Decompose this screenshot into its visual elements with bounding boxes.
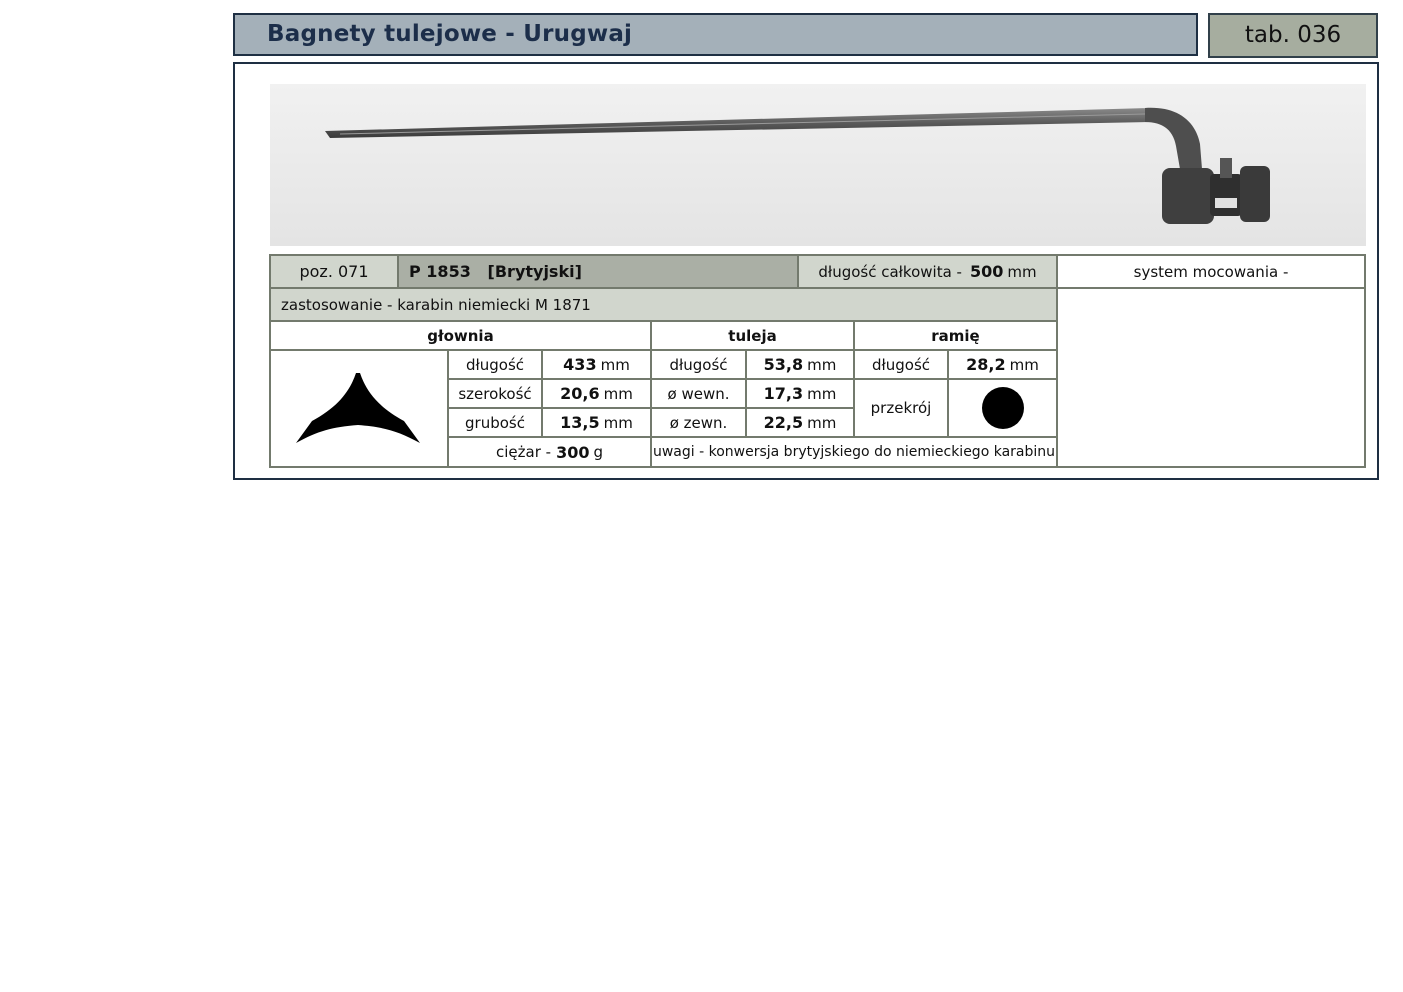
page-title: Bagnety tulejowe - Urugwaj xyxy=(267,21,633,47)
blade-length-label: długość xyxy=(447,349,543,380)
socket-outer-diameter-value: 22,5 mm xyxy=(745,407,855,438)
model-name: P 1853 [Brytyjski] xyxy=(397,254,799,289)
weight: ciężar - 300 g xyxy=(447,436,652,468)
blade-width-value: 20,6 mm xyxy=(541,378,652,409)
socket-length-label: długość xyxy=(650,349,747,380)
blade-width-label: szerokość xyxy=(447,378,543,409)
title-bar xyxy=(233,13,1198,56)
socket-inner-diameter-label: ø wewn. xyxy=(650,378,747,409)
notes: uwagi - konwersja brytyjskiego do niemieckiego karabinu xyxy=(650,436,1058,468)
position-number: poz. 071 xyxy=(269,254,399,289)
arm-length-label: długość xyxy=(853,349,949,380)
blade-heading: głownia xyxy=(269,320,652,351)
socket-heading: tuleja xyxy=(650,320,855,351)
socket-length-value: 53,8 mm xyxy=(745,349,855,380)
tab-number-box xyxy=(1208,13,1378,58)
round-section-icon xyxy=(981,386,1025,430)
blade-cross-section xyxy=(269,349,449,468)
blade-length-value: 433 mm xyxy=(541,349,652,380)
mounting-system: system mocowania - xyxy=(1056,254,1366,289)
arm-section-label: przekrój xyxy=(853,378,949,438)
total-length: długość całkowita - 500 mm xyxy=(797,254,1058,289)
mounting-area xyxy=(1056,287,1366,468)
socket-inner-diameter-value: 17,3 mm xyxy=(745,378,855,409)
blade-thickness-label: grubość xyxy=(447,407,543,438)
arm-length-value: 28,2 mm xyxy=(947,349,1058,380)
arm-heading: ramię xyxy=(853,320,1058,351)
usage: zastosowanie - karabin niemiecki M 1871 xyxy=(269,287,1058,322)
socket-outer-diameter-label: ø zewn. xyxy=(650,407,747,438)
blade-section-icon xyxy=(294,373,424,445)
arm-section-shape xyxy=(947,378,1058,438)
tab-number: tab. 036 xyxy=(1244,22,1342,48)
bayonet-photo xyxy=(270,84,1366,246)
blade-thickness-value: 13,5 mm xyxy=(541,407,652,438)
